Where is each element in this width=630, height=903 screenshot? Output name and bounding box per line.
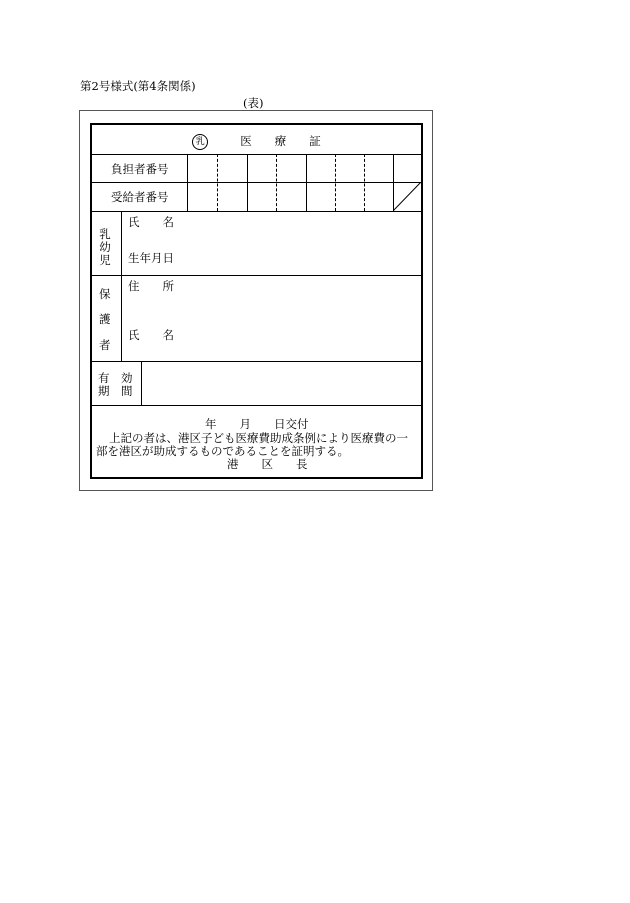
divider <box>92 154 421 155</box>
infant-section-label: 乳幼児 <box>99 227 111 267</box>
validity-label-line-2: 期 間 <box>98 384 133 398</box>
issuer-name: 港 区 長 <box>227 457 308 471</box>
issue-date-line: 年 月 日交付 <box>205 417 309 431</box>
validity-label-line-1: 有 効 <box>98 371 133 385</box>
digit-divider <box>335 154 336 211</box>
certification-line-1: 上記の者は、港区子ども医療費助成条例により医療費の一 <box>109 431 408 445</box>
grid-line <box>247 154 248 211</box>
guardian-section-label-2: 護 <box>99 312 111 326</box>
card-title-row <box>92 133 421 150</box>
guardian-section-label-1: 保 <box>99 287 111 301</box>
digit-divider <box>217 154 218 211</box>
divider <box>92 405 421 406</box>
guardian-section-label-3: 者 <box>99 338 111 352</box>
infant-birthdate-label: 生年月日 <box>128 251 174 265</box>
section-divider <box>121 211 122 361</box>
divider <box>92 211 421 212</box>
grid-line <box>187 154 188 211</box>
guardian-address-label: 住 所 <box>128 279 174 293</box>
digit-divider <box>364 154 365 211</box>
recipient-number-label: 受給者番号 <box>111 190 169 204</box>
certification-line-2: 部を港区が助成するものであることを証明する。 <box>96 444 349 458</box>
infant-stamp-mark: 乳 <box>192 134 208 150</box>
digit-divider <box>276 154 277 211</box>
validity-label <box>98 372 133 398</box>
guardian-name-label: 氏 名 <box>128 328 174 342</box>
divider <box>92 275 421 276</box>
side-label: (表) <box>243 96 264 110</box>
check-digit-slash <box>393 182 421 211</box>
divider <box>92 182 421 183</box>
medical-certificate-card <box>90 123 423 479</box>
infant-name-label: 氏 名 <box>128 215 174 229</box>
form-number: 第2号様式(第4条関係) <box>80 79 196 93</box>
section-divider <box>141 361 142 405</box>
grid-line <box>306 154 307 211</box>
burden-number-label: 負担者番号 <box>111 162 169 176</box>
card-title: 医 療 証 <box>240 134 321 148</box>
